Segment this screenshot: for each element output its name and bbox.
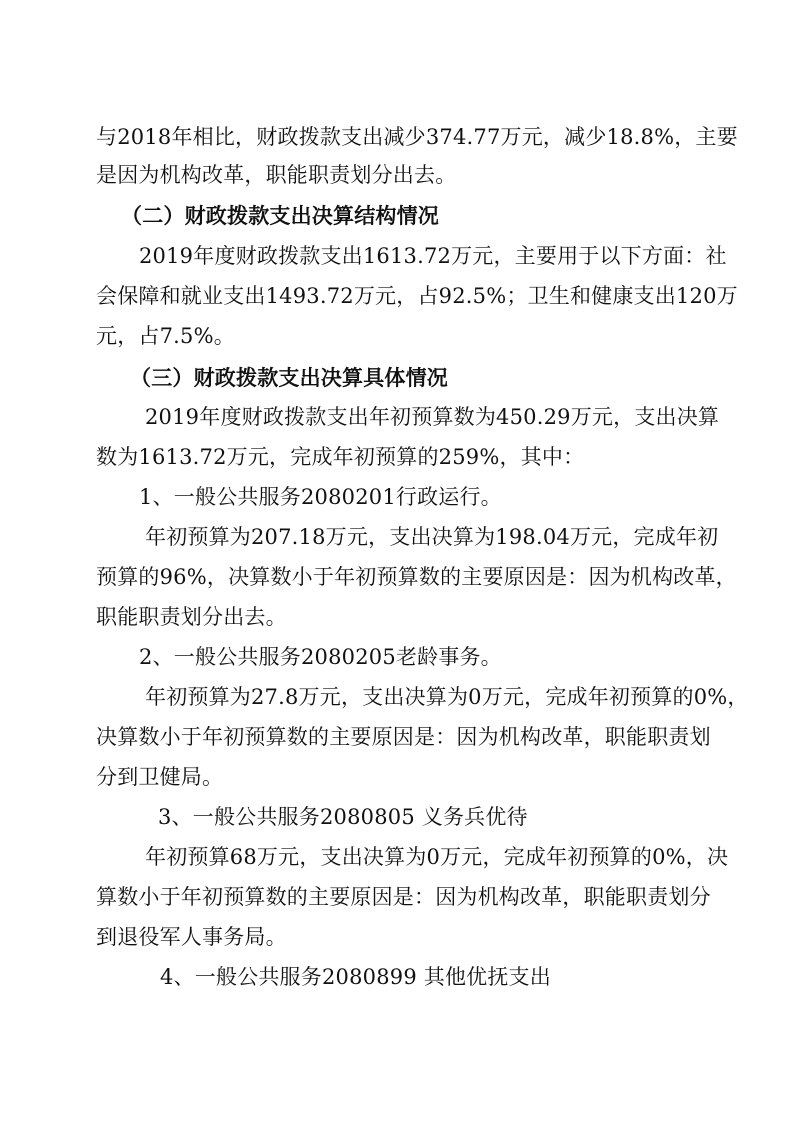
paragraph-line: 会保障和就业支出1493.72万元，占92.5%；卫生和健康支出120万 — [96, 284, 738, 308]
list-item-1: 1、一般公共服务2080201行政运行。 — [139, 485, 502, 509]
section-heading-2: （二）财政拨款支出决算结构情况 — [121, 203, 439, 228]
paragraph-line: 算数小于年初预算数的主要原因是：因为机构改革，职能职责划分 — [96, 885, 711, 909]
paragraph-line: 年初预算68万元，支出决算为0万元，完成年初预算的0%，决 — [145, 845, 729, 869]
paragraph-line: 2019年度财政拨款支出1613.72万元，主要用于以下方面：社 — [139, 244, 727, 268]
paragraph-line: 预算的96%，决算数小于年初预算数的主要原因是：因为机构改革， — [96, 565, 737, 589]
paragraph-line: 与2018年相比，财政拨款支出减少374.77万元，减少18.8%，主要 — [96, 125, 738, 149]
paragraph-line: 年初预算为207.18万元，支出决算为198.04万元，完成年初 — [145, 525, 719, 549]
paragraph-line: 决算数小于年初预算数的主要原因是：因为机构改革，职能职责划 — [96, 725, 711, 749]
paragraph-line: 2019年度财政拨款支出年初预算数为450.29万元，支出决算 — [145, 405, 720, 429]
paragraph-line: 年初预算为27.8万元，支出决算为0万元，完成年初预算的0%， — [145, 685, 749, 709]
paragraph-line: 数为1613.72万元，完成年初预算的259%，其中： — [96, 445, 585, 469]
list-item-2: 2、一般公共服务2080205老龄事务。 — [139, 645, 502, 669]
list-item-4: 4、一般公共服务2080899 其他优抚支出 — [160, 965, 551, 989]
paragraph-line: 到退役军人事务局。 — [96, 925, 287, 949]
paragraph-line: 是因为机构改革，职能职责划分出去。 — [96, 163, 457, 187]
paragraph-line: 元，占7.5%。 — [96, 324, 235, 348]
paragraph-line: 分到卫健局。 — [96, 765, 224, 789]
section-heading-3: （三）财政拨款支出决算具体情况 — [130, 365, 448, 390]
list-item-3: 3、一般公共服务2080805 义务兵优待 — [158, 805, 528, 829]
paragraph-line: 职能职责划分出去。 — [96, 605, 287, 629]
